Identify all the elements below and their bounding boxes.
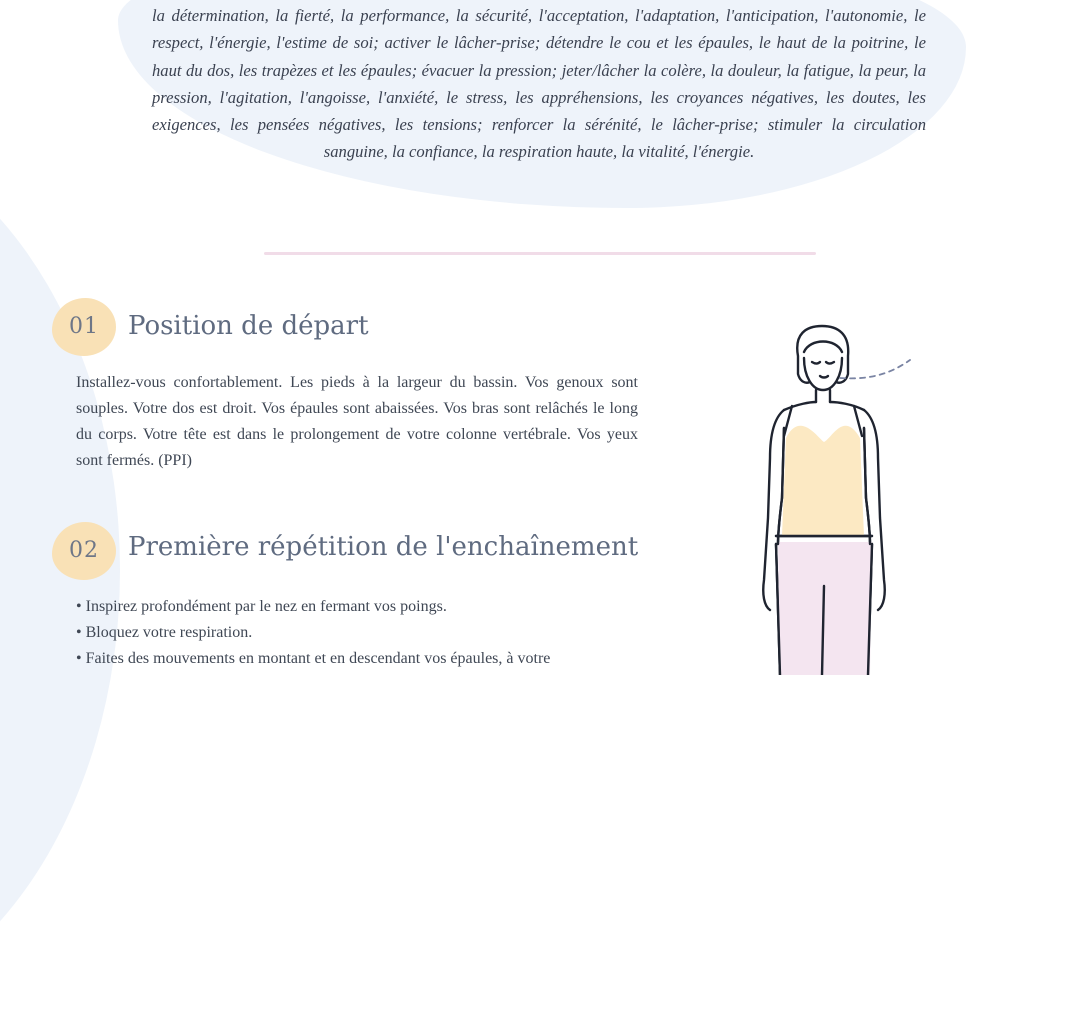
section-divider xyxy=(264,252,816,255)
instruction-list xyxy=(76,594,646,672)
step-number-02: 02 xyxy=(69,538,99,563)
section-text-01: Installez-vous confortablement. Les pieds à la largeur du bassin. Vos genoux sont souples. Votre dos est droit. Vos épaules sont abaissées. Vos bras sont relâchés le long du corps. Votre tête est dans le prolongement de votre colonne vertébrale. Vos yeux sont fermés. (PPI) xyxy=(76,374,638,469)
section-title-02: Première répétition de l'enchaînement xyxy=(128,532,639,562)
section-title-01: Position de départ xyxy=(128,311,369,341)
list-item: • Inspirez profondément par le nez en fermant vos poings. xyxy=(76,594,646,620)
intro-text: la détermination, la fierté, la performance, la sécurité, l'acceptation, l'adaptation, l'anticipation, l'autonomie, le respect, l'énergie, l'estime de soi; activer le lâcher-prise; détendre le cou et les épaules, le haut de la poitrine, le haut du dos, les trapèzes et les épaules; évacuer la pression; jeter/lâcher la colère, la douleur, la fatigue, la peur, la pression, l'agitation, l'angoisse, l'anxiété, le stress, les appréhensions, les croyances négatives, les doutes, les exigences, les pensées négatives, les tensions; renforcer la sérénité, le lâcher-prise; stimuler la circulation sanguine, la confiance, la respiration haute, la vitalité, l'énergie. xyxy=(152,6,926,162)
breathing-woman-icon xyxy=(740,318,920,675)
step-number-01: 01 xyxy=(69,314,99,339)
list-item: • Bloquez votre respiration. xyxy=(76,620,646,646)
list-item: • Faites des mouvements en montant et en descendant vos épaules, à votre xyxy=(76,646,646,672)
